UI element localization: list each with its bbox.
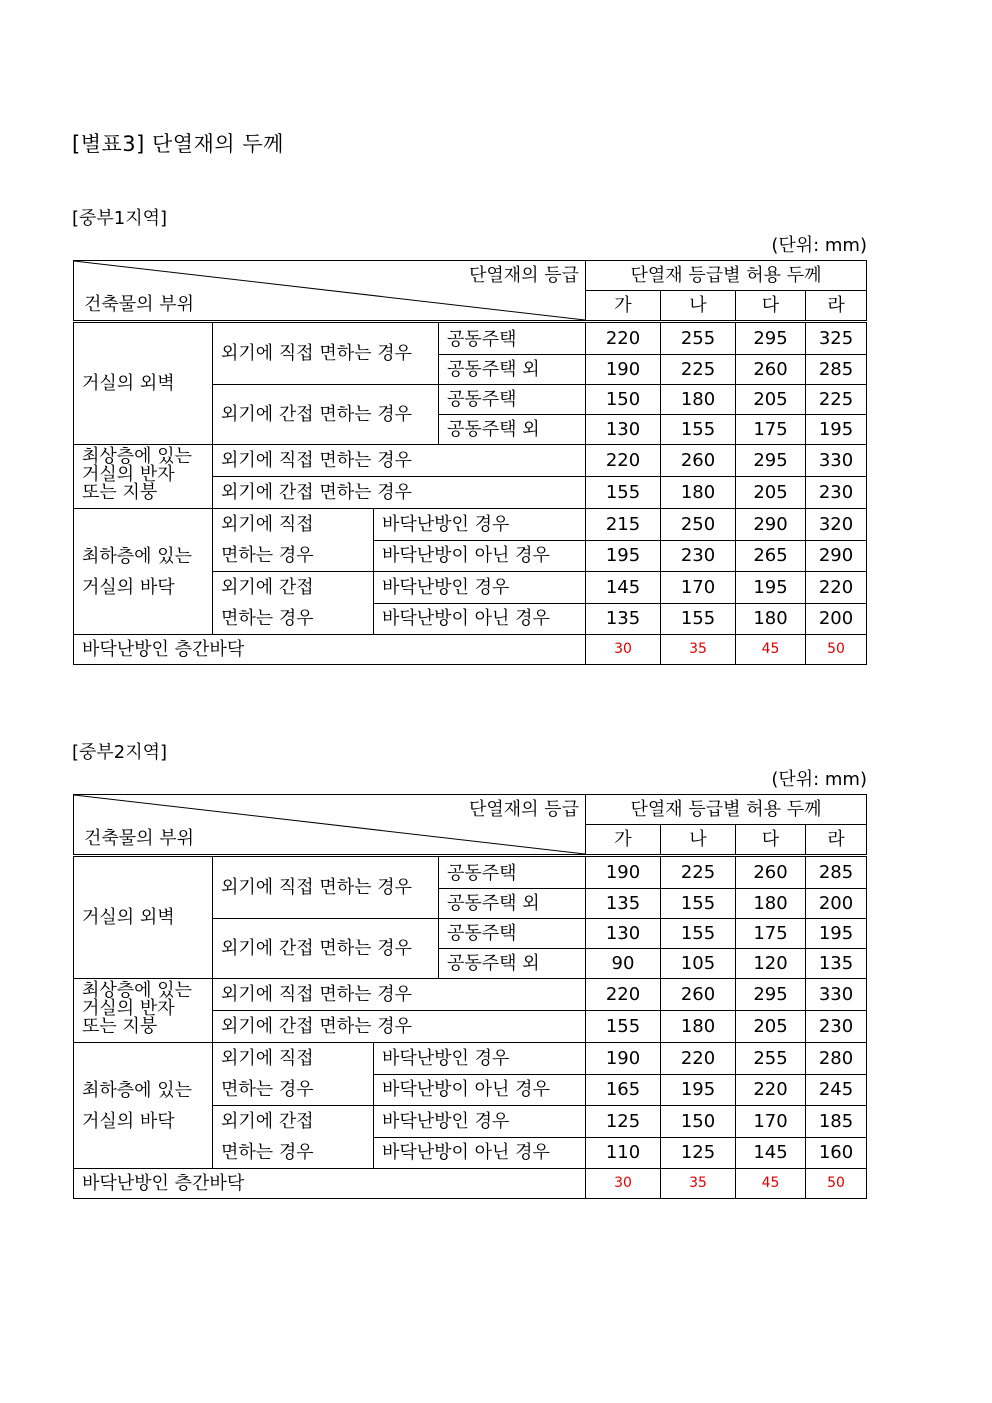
floor-label-line: 거실의 바닥: [82, 576, 175, 598]
value-cell: 220: [586, 445, 661, 477]
value-cell: 250: [661, 509, 736, 541]
heating-label: 바닥난방이 아닌 경우: [374, 1074, 586, 1106]
building-type-label: 공동주택 외: [439, 949, 586, 979]
building-type-label: 공동주택: [439, 856, 586, 889]
value-cell: 155: [586, 477, 661, 509]
value-cell: 155: [661, 603, 736, 635]
value-cell: 180: [661, 477, 736, 509]
building-type-label: 공동주택: [439, 919, 586, 949]
value-cell: 225: [661, 856, 736, 889]
value-cell: 260: [736, 355, 806, 385]
floor-label-line: 최하층에 있는: [82, 1079, 193, 1101]
condition-label-line: 외기에 직접: [221, 1048, 314, 1069]
value-cell: 125: [661, 1137, 736, 1169]
roof-label-line: 최상층에 있는: [82, 446, 193, 467]
value-cell: 180: [736, 889, 806, 919]
condition-label: 외기에 간접 면하는 경우: [213, 1011, 586, 1043]
part-label: 거실의 외벽: [74, 856, 213, 979]
thickness-header: 단열재 등급별 허용 두께: [586, 261, 867, 291]
interfloor-label: 바닥난방인 층간바닥: [74, 635, 586, 665]
value-cell: 130: [586, 919, 661, 949]
value-cell: 160: [806, 1137, 867, 1169]
value-cell: 255: [736, 1043, 806, 1075]
document-title: [별표3] 단열재의 두께: [72, 132, 284, 156]
condition-label-line: 면하는 경우: [221, 608, 314, 629]
value-cell: 145: [586, 572, 661, 604]
value-cell: 280: [806, 1043, 867, 1075]
value-cell: 135: [586, 603, 661, 635]
value-cell: 120: [736, 949, 806, 979]
section-title: [중부1지역]: [72, 208, 168, 229]
value-cell: 230: [661, 540, 736, 572]
heating-label: 바닥난방인 경우: [374, 1106, 586, 1138]
value-cell: 195: [586, 540, 661, 572]
value-cell: 230: [806, 1011, 867, 1043]
value-cell: 195: [736, 572, 806, 604]
grade-da: 다: [736, 291, 806, 322]
value-cell: 180: [661, 385, 736, 415]
value-cell: 285: [806, 355, 867, 385]
value-cell: 295: [736, 322, 806, 355]
interfloor-value: 35: [661, 635, 736, 665]
condition-label: 외기에 직접 면하는 경우: [213, 445, 586, 477]
heating-label: 바닥난방이 아닌 경우: [374, 1137, 586, 1169]
interfloor-value: 45: [736, 1169, 806, 1199]
part-label: [74, 445, 213, 509]
interfloor-value: 30: [586, 635, 661, 665]
thickness-table: [73, 794, 867, 1199]
value-cell: 165: [586, 1074, 661, 1106]
value-cell: 260: [661, 979, 736, 1011]
value-cell: 190: [586, 856, 661, 889]
floor-label-line: 거실의 바닥: [82, 1110, 175, 1132]
value-cell: 220: [736, 1074, 806, 1106]
condition-label: 외기에 직접 면하는 경우: [213, 979, 586, 1011]
condition-label-line: 외기에 간접: [221, 1111, 314, 1132]
value-cell: 260: [736, 856, 806, 889]
unit-label: (단위: mm): [771, 769, 867, 790]
value-cell: 295: [736, 979, 806, 1011]
value-cell: 195: [661, 1074, 736, 1106]
value-cell: 205: [736, 477, 806, 509]
interfloor-value: 35: [661, 1169, 736, 1199]
interfloor-value: 50: [806, 635, 867, 665]
value-cell: 195: [806, 919, 867, 949]
value-cell: 200: [806, 603, 867, 635]
building-type-label: 공동주택 외: [439, 889, 586, 919]
value-cell: 145: [736, 1137, 806, 1169]
value-cell: 225: [806, 385, 867, 415]
value-cell: 290: [736, 509, 806, 541]
condition-label: [213, 572, 374, 635]
condition-label: [213, 1106, 374, 1169]
condition-label: [213, 1043, 374, 1106]
value-cell: 175: [736, 919, 806, 949]
building-type-label: 공동주택: [439, 322, 586, 355]
section-title: [중부2지역]: [72, 742, 168, 763]
thickness-header: 단열재 등급별 허용 두께: [586, 795, 867, 825]
condition-label: 외기에 간접 면하는 경우: [213, 477, 586, 509]
floor-label-line: 최하층에 있는: [82, 545, 193, 567]
grade-na: 나: [661, 291, 736, 322]
value-cell: 205: [736, 1011, 806, 1043]
roof-label-line: 최상층에 있는: [82, 980, 193, 1001]
value-cell: 170: [736, 1106, 806, 1138]
interfloor-value: 50: [806, 1169, 867, 1199]
part-label: 거실의 외벽: [74, 322, 213, 445]
value-cell: 125: [586, 1106, 661, 1138]
diagonal-header-cell: [74, 795, 586, 856]
value-cell: 90: [586, 949, 661, 979]
interfloor-label: 바닥난방인 층간바닥: [74, 1169, 586, 1199]
value-cell: 220: [806, 572, 867, 604]
value-cell: 180: [736, 603, 806, 635]
value-cell: 205: [736, 385, 806, 415]
heating-label: 바닥난방인 경우: [374, 572, 586, 604]
value-cell: 195: [806, 415, 867, 445]
heating-label: 바닥난방인 경우: [374, 509, 586, 541]
value-cell: 130: [586, 415, 661, 445]
grade-header: 단열재의 등급: [468, 799, 579, 820]
value-cell: 215: [586, 509, 661, 541]
value-cell: 170: [661, 572, 736, 604]
value-cell: 225: [661, 355, 736, 385]
condition-label: [213, 509, 374, 572]
condition-label-line: 면하는 경우: [221, 1079, 314, 1100]
value-cell: 320: [806, 509, 867, 541]
grade-ra: 라: [806, 825, 867, 856]
building-type-label: 공동주택: [439, 385, 586, 415]
value-cell: 190: [586, 355, 661, 385]
value-cell: 220: [586, 322, 661, 355]
value-cell: 245: [806, 1074, 867, 1106]
value-cell: 150: [661, 1106, 736, 1138]
value-cell: 325: [806, 322, 867, 355]
value-cell: 260: [661, 445, 736, 477]
value-cell: 110: [586, 1137, 661, 1169]
grade-ga: 가: [586, 825, 661, 856]
interfloor-value: 30: [586, 1169, 661, 1199]
value-cell: 135: [586, 889, 661, 919]
part-label: [74, 979, 213, 1043]
value-cell: 285: [806, 856, 867, 889]
part-label: [74, 509, 213, 635]
heating-label: 바닥난방이 아닌 경우: [374, 603, 586, 635]
value-cell: 155: [661, 415, 736, 445]
value-cell: 220: [661, 1043, 736, 1075]
value-cell: 265: [736, 540, 806, 572]
value-cell: 105: [661, 949, 736, 979]
value-cell: 175: [736, 415, 806, 445]
diagonal-header-cell: [74, 261, 586, 322]
part-header: 건축물의 부위: [84, 828, 195, 849]
condition-label-line: 면하는 경우: [221, 1142, 314, 1163]
part-label: [74, 1043, 213, 1169]
value-cell: 180: [661, 1011, 736, 1043]
grade-ra: 라: [806, 291, 867, 322]
grade-ga: 가: [586, 291, 661, 322]
roof-label-line: 거실의 반자: [82, 464, 175, 485]
condition-label: 외기에 간접 면하는 경우: [213, 919, 439, 979]
value-cell: 295: [736, 445, 806, 477]
building-type-label: 공동주택 외: [439, 355, 586, 385]
value-cell: 255: [661, 322, 736, 355]
value-cell: 290: [806, 540, 867, 572]
value-cell: 200: [806, 889, 867, 919]
roof-label-line: 거실의 반자: [82, 998, 175, 1019]
value-cell: 330: [806, 445, 867, 477]
value-cell: 135: [806, 949, 867, 979]
value-cell: 155: [661, 919, 736, 949]
condition-label-line: 외기에 직접: [221, 514, 314, 535]
thickness-table: [73, 260, 867, 665]
value-cell: 190: [586, 1043, 661, 1075]
building-type-label: 공동주택 외: [439, 415, 586, 445]
condition-label: 외기에 직접 면하는 경우: [213, 856, 439, 919]
part-header: 건축물의 부위: [84, 294, 195, 315]
value-cell: 150: [586, 385, 661, 415]
value-cell: 155: [661, 889, 736, 919]
grade-na: 나: [661, 825, 736, 856]
value-cell: 230: [806, 477, 867, 509]
roof-label-line: 또는 지붕: [82, 482, 158, 503]
condition-label-line: 면하는 경우: [221, 545, 314, 566]
grade-header: 단열재의 등급: [468, 265, 579, 286]
interfloor-value: 45: [736, 635, 806, 665]
roof-label-line: 또는 지붕: [82, 1016, 158, 1037]
condition-label-line: 외기에 간접: [221, 577, 314, 598]
condition-label: 외기에 직접 면하는 경우: [213, 322, 439, 385]
value-cell: 185: [806, 1106, 867, 1138]
condition-label: 외기에 간접 면하는 경우: [213, 385, 439, 445]
heating-label: 바닥난방이 아닌 경우: [374, 540, 586, 572]
unit-label: (단위: mm): [771, 235, 867, 256]
grade-da: 다: [736, 825, 806, 856]
value-cell: 330: [806, 979, 867, 1011]
value-cell: 155: [586, 1011, 661, 1043]
heating-label: 바닥난방인 경우: [374, 1043, 586, 1075]
value-cell: 220: [586, 979, 661, 1011]
